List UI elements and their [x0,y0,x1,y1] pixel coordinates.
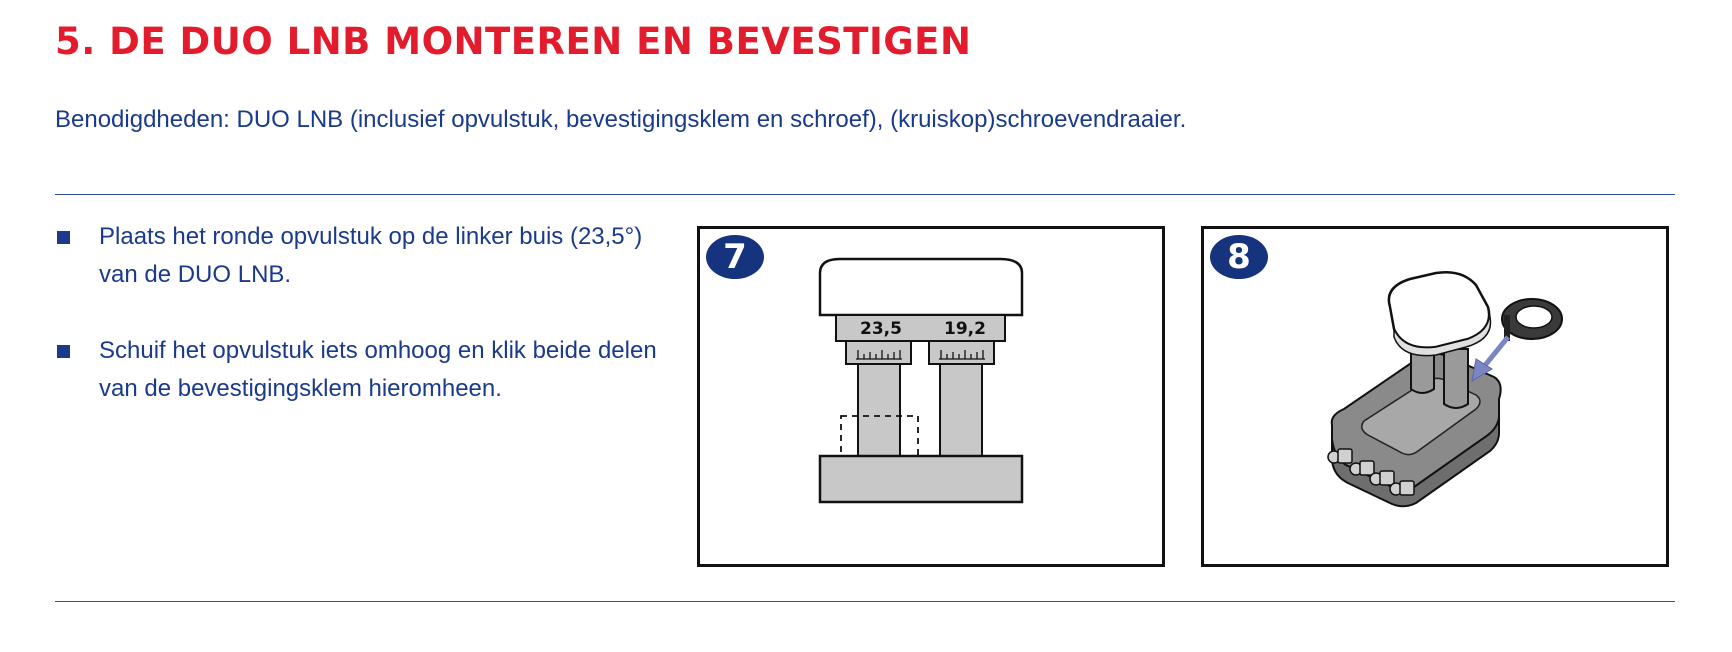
bottom-divider [55,601,1675,602]
direction-arrow [1482,337,1508,369]
bullet-square-icon [57,345,70,358]
scale-label-left: 23,5 [860,319,902,339]
section-title: 5. DE DUO LNB MONTEREN EN BEVESTIGEN [55,20,972,63]
figure-number-badge: 8 [1210,235,1268,279]
top-divider [55,194,1675,195]
scale-label-right: 19,2 [944,319,986,339]
lnb-front-illustration [700,229,1162,564]
instruction-list [57,218,687,446]
requirements-text: Benodigdheden: DUO LNB (inclusief opvulstuk, bevestigingsklem en schroef), (kruiskop)schroevendraaier. [55,106,1187,133]
bullet-square-icon [57,231,70,244]
lnb-clamp-illustration [1204,229,1666,564]
figure-8-panel [1201,226,1669,567]
instruction-text: Plaats het ronde opvulstuk op de linker buis (23,5°) van de DUO LNB. [99,223,643,288]
figure-7-panel [697,226,1165,567]
instruction-item [57,218,687,294]
instruction-text: Schuif het opvulstuk iets omhoog en klik beide delen van de bevestigingsklem hieromheen. [99,337,657,402]
instruction-item [57,332,687,408]
figure-number-badge: 7 [706,235,764,279]
